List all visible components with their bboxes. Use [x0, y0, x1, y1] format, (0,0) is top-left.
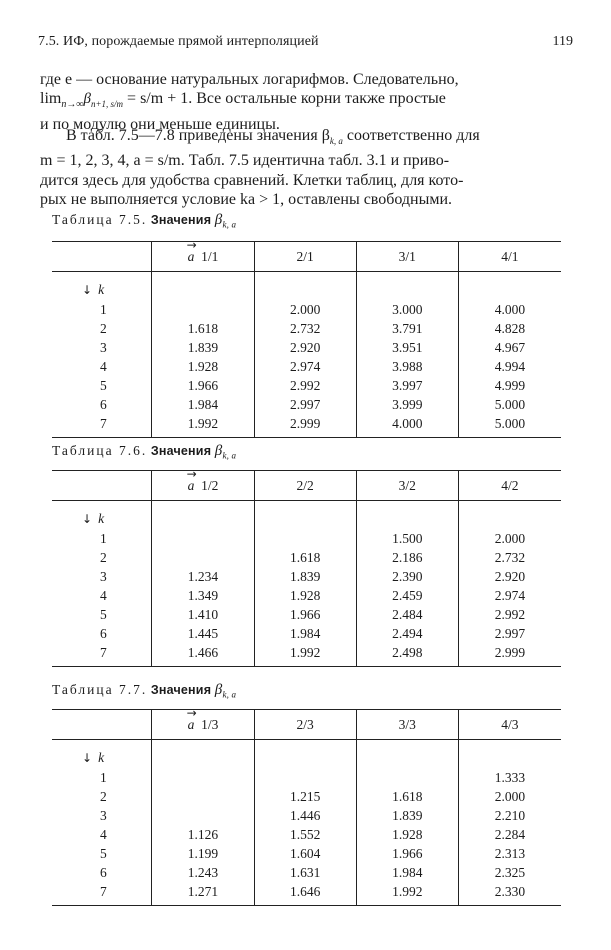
k-label-cell [52, 280, 152, 300]
table-cell: 1.992 [254, 643, 356, 667]
paragraph-1-line-3: и по модулю они меньше единицы. [40, 115, 280, 133]
table-cell: 5.000 [458, 414, 561, 438]
table-cell: 1.618 [356, 787, 458, 806]
a-vector-label: → a [188, 478, 195, 493]
table-cell [152, 529, 254, 548]
table-cell: 1.966 [254, 605, 356, 624]
k-value: 2 [100, 549, 107, 565]
table-cell [152, 548, 254, 567]
running-head-title: 7.5. ИФ, порождаемые прямой интерполяцией [38, 34, 319, 49]
k-value-cell [52, 586, 152, 605]
k-label: k [98, 750, 105, 765]
table-cell: 1.966 [152, 376, 254, 395]
k-value: 5 [100, 606, 107, 622]
caption-sub: k, a [222, 689, 237, 700]
column-header [458, 710, 561, 740]
table-cell: 1.243 [152, 863, 254, 882]
table-row [52, 882, 561, 906]
a-vector-label: → a [188, 717, 195, 732]
table-cell: 1.966 [356, 844, 458, 863]
table-cell: 4.999 [458, 376, 561, 395]
k-value: 4 [100, 358, 107, 374]
k-value: 3 [100, 568, 107, 584]
lim-symbol: lim [40, 90, 62, 108]
caption-beta: β [214, 212, 223, 228]
table-cell: 2.390 [356, 567, 458, 586]
table-cell: 2.992 [254, 376, 356, 395]
k-value-cell [52, 338, 152, 357]
caption-word: Значения [150, 683, 212, 697]
k-label-cell [52, 748, 152, 768]
k-value-cell [52, 787, 152, 806]
table-cell [254, 529, 356, 548]
k-value-cell [52, 882, 152, 906]
table-row [52, 787, 561, 806]
column-header-value: 1/2 [201, 477, 219, 493]
table-row [52, 643, 561, 667]
column-header [254, 471, 356, 501]
table-cell: 3.988 [356, 357, 458, 376]
k-value-cell [52, 548, 152, 567]
corner-cell [52, 242, 152, 272]
table-cell: 2.494 [356, 624, 458, 643]
table-cell: 3.997 [356, 376, 458, 395]
table-row [52, 338, 561, 357]
k-value: 2 [100, 320, 107, 336]
a-vector-label: → a [188, 249, 195, 264]
column-header-value: 3/1 [398, 248, 416, 264]
k-value-cell [52, 414, 152, 438]
table-cell [152, 806, 254, 825]
table-cell: 4.000 [458, 300, 561, 319]
table-cell: 1.199 [152, 844, 254, 863]
table-cell: 2.974 [254, 357, 356, 376]
k-value-cell [52, 357, 152, 376]
column-header-value: 3/3 [398, 716, 416, 732]
table-cell: 2.920 [458, 567, 561, 586]
k-value: 1 [100, 769, 107, 785]
caption-prefix: Таблица 7.6. [52, 443, 148, 458]
table-7-7 [52, 709, 561, 906]
table-row [52, 586, 561, 605]
down-arrow-icon: ↓ [82, 512, 93, 526]
column-header-value: 4/1 [501, 248, 519, 264]
k-label-row [52, 509, 561, 529]
paragraph-1-line-2 [40, 89, 570, 114]
table-cell [152, 768, 254, 787]
k-value: 7 [100, 415, 107, 431]
table-cell: 1.928 [356, 825, 458, 844]
k-value: 1 [100, 530, 107, 546]
table-cell: 2.997 [458, 624, 561, 643]
column-header [356, 471, 458, 501]
column-header [152, 471, 254, 501]
table-cell: 1.271 [152, 882, 254, 906]
table-row [52, 806, 561, 825]
k-value-cell [52, 529, 152, 548]
k-value: 6 [100, 864, 107, 880]
table-cell: 1.552 [254, 825, 356, 844]
table-cell: 2.000 [254, 300, 356, 319]
column-header [254, 710, 356, 740]
table-cell: 1.446 [254, 806, 356, 825]
table-cell: 1.604 [254, 844, 356, 863]
table-cell: 2.498 [356, 643, 458, 667]
running-head [38, 34, 573, 54]
k-value: 6 [100, 396, 107, 412]
table-cell: 5.000 [458, 395, 561, 414]
table-cell: 2.484 [356, 605, 458, 624]
caption-beta: β [214, 682, 223, 698]
paragraph-2-line-3: дится здесь для удобства сравнений. Клетки таблиц, для кото- [40, 171, 464, 189]
k-value: 7 [100, 644, 107, 660]
k-value-cell [52, 768, 152, 787]
table-cell: 1.333 [458, 768, 561, 787]
table-cell: 2.186 [356, 548, 458, 567]
k-value-cell [52, 806, 152, 825]
paragraph-1-line-2-rest: = s/m + 1. Все остальные корни также простые [123, 90, 446, 108]
table-cell: 1.234 [152, 567, 254, 586]
table-header-row [52, 242, 561, 272]
table-cell: 1.646 [254, 882, 356, 906]
table-7-6 [52, 470, 561, 667]
caption-prefix: Таблица 7.5. [52, 212, 148, 227]
corner-cell [52, 471, 152, 501]
column-header [356, 710, 458, 740]
k-label-row [52, 748, 561, 768]
lim-subscript: n→∞ [61, 99, 84, 111]
table-row [52, 605, 561, 624]
caption-word: Значения [150, 213, 212, 227]
column-header [254, 242, 356, 272]
beta-subscript: k, a [329, 136, 343, 147]
k-value-cell [52, 395, 152, 414]
table-cell [254, 768, 356, 787]
table-cell: 1.928 [152, 357, 254, 376]
k-value: 5 [100, 377, 107, 393]
k-value: 5 [100, 845, 107, 861]
table-cell: 1.466 [152, 643, 254, 667]
paragraph-2-line-2: m = 1, 2, 3, 4, a = s/m. Табл. 7.5 идентична табл. 3.1 и приво- [40, 152, 450, 170]
table-cell: 1.992 [152, 414, 254, 438]
column-header [152, 242, 254, 272]
table-cell: 3.951 [356, 338, 458, 357]
spacer-row [52, 272, 561, 281]
table-cell: 3.791 [356, 319, 458, 338]
table-cell: 4.994 [458, 357, 561, 376]
table-cell: 1.984 [152, 395, 254, 414]
table-cell: 1.984 [254, 624, 356, 643]
table-row [52, 376, 561, 395]
table-7-7-caption [52, 682, 236, 700]
k-value: 7 [100, 883, 107, 899]
k-label-row [52, 280, 561, 300]
table-row [52, 863, 561, 882]
caption-sub: k, a [222, 450, 237, 461]
column-header-value: 3/2 [398, 477, 416, 493]
column-header [458, 242, 561, 272]
table-row [52, 357, 561, 376]
table-cell: 1.618 [254, 548, 356, 567]
table-row [52, 844, 561, 863]
table-cell: 2.997 [254, 395, 356, 414]
k-value-cell [52, 624, 152, 643]
page-number: 119 [552, 34, 573, 49]
table-cell: 2.325 [458, 863, 561, 882]
table-cell: 2.974 [458, 586, 561, 605]
table-cell: 1.928 [254, 586, 356, 605]
table-cell: 1.618 [152, 319, 254, 338]
table-7-6-caption [52, 443, 236, 461]
table-cell: 2.732 [254, 319, 356, 338]
caption-beta: β [214, 443, 223, 459]
paragraph-1 [40, 70, 570, 134]
table-cell: 2.999 [254, 414, 356, 438]
table-row [52, 319, 561, 338]
table-row [52, 529, 561, 548]
paragraph-2-line-4: рых не выполняется условие ka > 1, оставлены свободными. [40, 190, 453, 208]
table-row [52, 300, 561, 319]
table-cell: 1.631 [254, 863, 356, 882]
table-cell: 1.992 [356, 882, 458, 906]
table-cell: 4.828 [458, 319, 561, 338]
table-cell: 1.500 [356, 529, 458, 548]
table-7-5 [52, 241, 561, 438]
table-cell: 2.000 [458, 529, 561, 548]
paragraph-2-line-1 [40, 126, 570, 151]
column-header [356, 242, 458, 272]
table-cell: 2.330 [458, 882, 561, 906]
table-cell: 4.967 [458, 338, 561, 357]
table-cell: 2.284 [458, 825, 561, 844]
k-label-cell [52, 509, 152, 529]
table-cell [356, 768, 458, 787]
k-value: 1 [100, 301, 107, 317]
k-value-cell [52, 863, 152, 882]
paragraph-2-line-1-rest: соответственно для [342, 127, 480, 144]
k-value-cell [52, 300, 152, 319]
table-cell: 2.992 [458, 605, 561, 624]
column-header [458, 471, 561, 501]
table-cell: 1.839 [254, 567, 356, 586]
down-arrow-icon: ↓ [82, 283, 93, 297]
table-cell: 2.920 [254, 338, 356, 357]
paragraph-1-line-1: где e — основание натуральных логарифмов. Следовательно, [40, 71, 459, 88]
k-value: 3 [100, 339, 107, 355]
beta-subscript: n+1, s/m [90, 99, 124, 110]
column-header-value: 4/3 [501, 716, 519, 732]
column-header-value: 2/2 [296, 477, 314, 493]
table-cell: 1.349 [152, 586, 254, 605]
table-cell: 2.313 [458, 844, 561, 863]
corner-cell [52, 710, 152, 740]
table-cell: 1.215 [254, 787, 356, 806]
k-value: 2 [100, 788, 107, 804]
k-value: 4 [100, 826, 107, 842]
column-header [152, 710, 254, 740]
table-cell: 1.984 [356, 863, 458, 882]
k-value-cell [52, 567, 152, 586]
column-header-value: 2/3 [296, 716, 314, 732]
k-label: k [98, 282, 105, 297]
down-arrow-icon: ↓ [82, 751, 93, 765]
beta-symbol: β [83, 91, 91, 108]
k-label: k [98, 511, 105, 526]
table-cell: 2.732 [458, 548, 561, 567]
table-cell: 1.839 [356, 806, 458, 825]
column-header-value: 1/1 [201, 248, 219, 264]
table-7-5-caption [52, 212, 236, 230]
table-cell: 1.839 [152, 338, 254, 357]
table-cell: 2.459 [356, 586, 458, 605]
spacer-row [52, 501, 561, 510]
k-value-cell [52, 376, 152, 395]
table-cell: 1.126 [152, 825, 254, 844]
table-cell: 2.999 [458, 643, 561, 667]
column-header-value: 2/1 [296, 248, 314, 264]
table-row [52, 768, 561, 787]
paragraph-2 [40, 126, 570, 209]
table-row [52, 395, 561, 414]
k-value: 4 [100, 587, 107, 603]
k-value-cell [52, 825, 152, 844]
table-header-row [52, 710, 561, 740]
caption-word: Значения [150, 444, 212, 458]
table-cell: 2.000 [458, 787, 561, 806]
column-header-value: 4/2 [501, 477, 519, 493]
k-value: 3 [100, 807, 107, 823]
table-row [52, 548, 561, 567]
table-row [52, 825, 561, 844]
table-cell: 4.000 [356, 414, 458, 438]
paragraph-2-line-1-start: В табл. 7.5—7.8 приведены значения β [66, 127, 330, 144]
column-header-value: 1/3 [201, 716, 219, 732]
k-value-cell [52, 605, 152, 624]
table-row [52, 567, 561, 586]
table-row [52, 414, 561, 438]
table-cell: 1.445 [152, 624, 254, 643]
k-value-cell [52, 844, 152, 863]
table-cell [152, 300, 254, 319]
caption-prefix: Таблица 7.7. [52, 682, 148, 697]
table-cell: 2.210 [458, 806, 561, 825]
caption-sub: k, a [222, 219, 237, 230]
k-value: 6 [100, 625, 107, 641]
table-cell: 3.000 [356, 300, 458, 319]
table-cell: 1.410 [152, 605, 254, 624]
k-value-cell [52, 319, 152, 338]
spacer-row [52, 740, 561, 749]
table-cell: 3.999 [356, 395, 458, 414]
k-value-cell [52, 643, 152, 667]
table-header-row [52, 471, 561, 501]
table-row [52, 624, 561, 643]
table-cell [152, 787, 254, 806]
